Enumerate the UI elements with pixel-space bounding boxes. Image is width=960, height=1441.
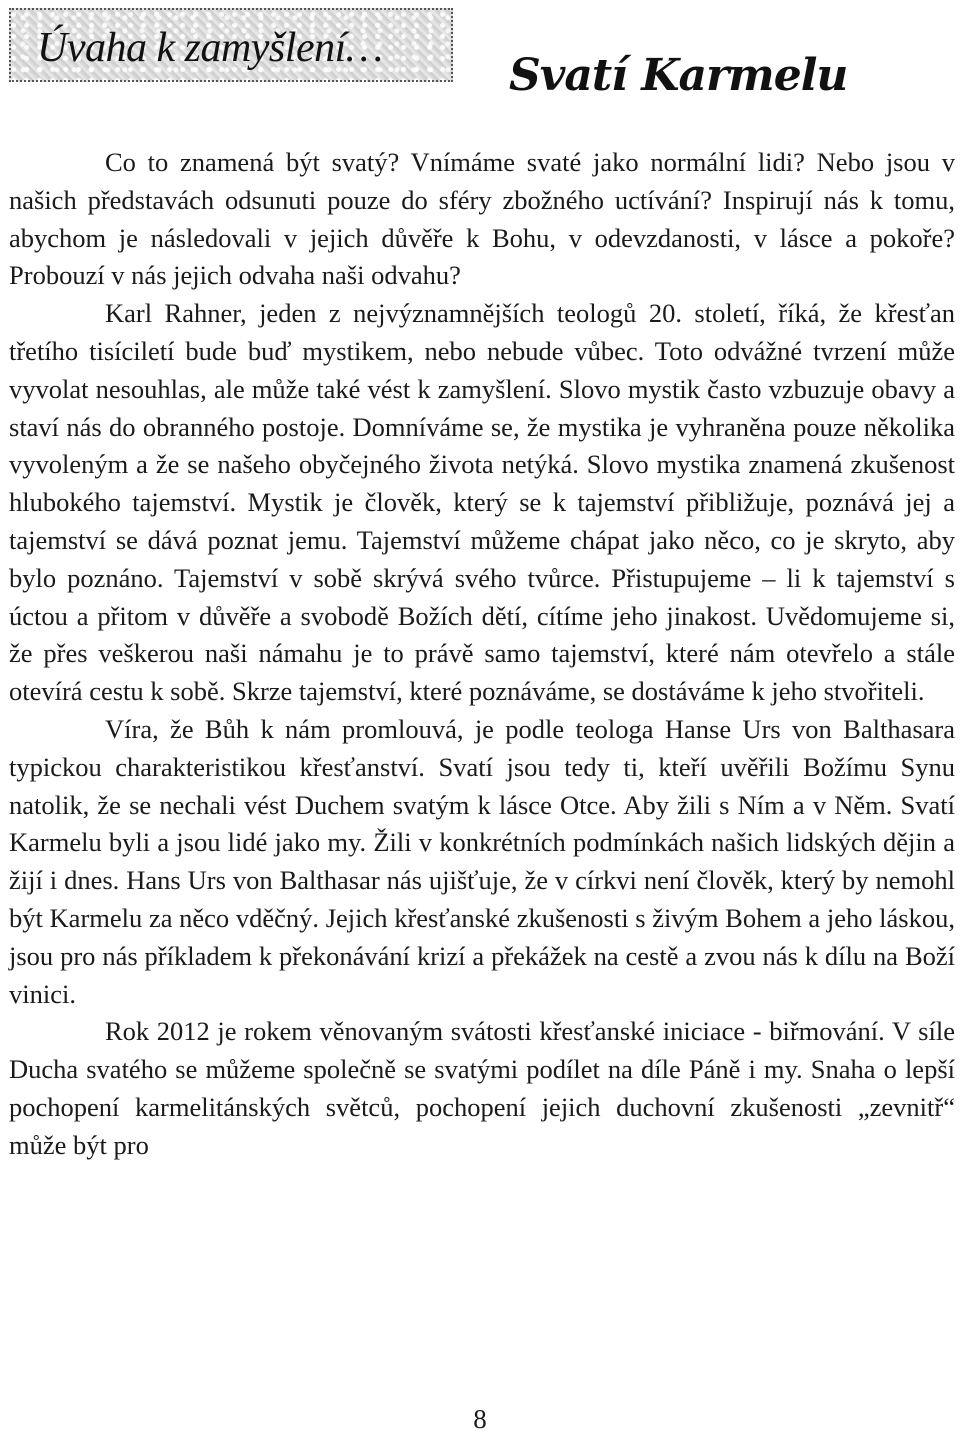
header-banner (9, 8, 453, 82)
paragraph-1: Co to znamená být svatý? Vnímáme svaté jako normální lidi? Nebo jsou v našich představách odsunuti pouze do sféry zbožného uctívání? Inspirují nás k tomu, abychom je následovali v jejich důvěře k Bohu, v odevzdanosti, v lásce a pokoře? Probouzí v nás jejich odvaha naši odvahu? (9, 147, 955, 291)
series-title: Úvaha k zamyšlení… (37, 25, 383, 71)
paragraph-2: Karl Rahner, jeden z nejvýznamnějších teologů 20. století, říká, že křesťan třetího tisíciletí bude buď mystikem, nebo nebude vůbec. Toto odvážné tvrzení může vyvolat nesouhlas, ale může také vést k zamyšlení. Slovo mystik často vzbuzuje obavy a staví nás do obranného postoje. Domníváme se, že mystika je vyhraněna pouze několika vyvoleným a že se našeho obyčejného života netýká. Slovo mystika znamená zkušenost hlubokého tajemství. Mystik je člověk, který se k tajemství přibližuje, poznává jej a tajemství se dává poznat jemu. Tajemství můžeme chápat jako něco, co je skryto, aby bylo poznáno. Tajemství v sobě skrývá svého tvůrce. Přistupujeme – li k tajemství s úctou a přitom v důvěře a svobodě Božích dětí, cítíme jeho jinakost. Uvědomujeme si, že přes veškerou naši námahu je to právě samo tajemství, které nám otevřelo a stále otevírá cestu k sobě. Skrze tajemství, které poznáváme, se dostáváme k jeho stvořiteli. (9, 298, 955, 707)
paragraph-4: Rok 2012 je rokem věnovaným svátosti křesťanské iniciace - biřmování. V síle Ducha svatého se můžeme společně se svatými podílet na díle Páně i my. Snaha o lepší pochopení karmelitánských světců, pochopení jejich duchovní zkušenosti „zevnitř“ může být pro (9, 1016, 955, 1160)
page-number: 8 (473, 1404, 487, 1434)
article-body (9, 144, 955, 1165)
article-title: Svatí Karmelu (509, 50, 848, 101)
paragraph-3: Víra, že Bůh k nám promlouvá, je podle teologa Hanse Urs von Balthasara typickou charakteristikou křesťanství. Svatí jsou tedy ti, kteří uvěřili Božímu Synu natolik, že se nechali vést Duchem svatým k lásce Otce. Aby žili s Ním a v Něm. Svatí Karmelu byli a jsou lidé jako my. Žili v konkrétních podmínkách našich lidských dějin a žijí i dnes. Hans Urs von Balthasar nás ujišťuje, že v církvi není člověk, který by nemohl být Karmelu za něco vděčný. Jejich křesťanské zkušenosti s živým Bohem a jeho láskou, jsou pro nás příkladem k překonávání krizí a překážek na cestě a zvou nás k dílu na Boží vinici. (9, 713, 955, 1009)
